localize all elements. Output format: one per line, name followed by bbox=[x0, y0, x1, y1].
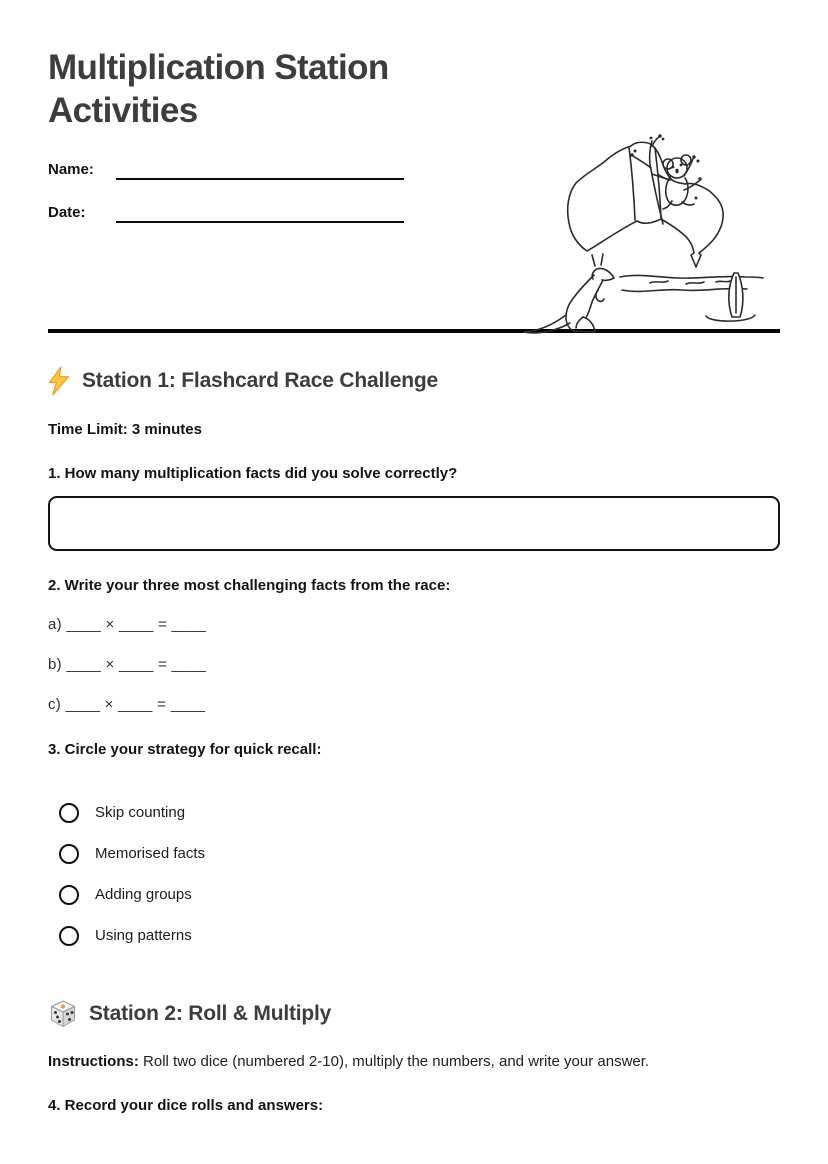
water-and-surfboard bbox=[620, 273, 763, 321]
station-2-heading bbox=[48, 999, 780, 1029]
answer-box-question-1[interactable] bbox=[48, 496, 780, 551]
question-1: 1. How many multiplication facts did you solve correctly? bbox=[48, 464, 458, 482]
fact-blank-c[interactable]: c) ____ × ____ = ____ bbox=[48, 695, 206, 713]
option-label: Adding groups bbox=[95, 886, 192, 903]
instructions-line bbox=[48, 1052, 780, 1071]
station-1-section bbox=[48, 366, 780, 947]
strategy-options bbox=[48, 802, 780, 947]
option-memorised-facts[interactable] bbox=[59, 843, 780, 865]
question-4: 4. Record your dice rolls and answers: bbox=[48, 1096, 324, 1114]
worksheet-page bbox=[0, 46, 828, 1115]
australia-illustration bbox=[500, 126, 770, 341]
fact-blank-a[interactable]: a) ____ × ____ = ____ bbox=[48, 615, 207, 633]
radio-circle-icon[interactable] bbox=[59, 844, 79, 864]
station-1-heading-text: Station 1: Flashcard Race Challenge bbox=[82, 368, 438, 392]
question-2: 2. Write your three most challenging facts from the race: bbox=[48, 576, 451, 594]
radio-circle-icon[interactable] bbox=[59, 885, 79, 905]
date-write-line[interactable] bbox=[116, 202, 404, 223]
australia-map bbox=[568, 134, 723, 267]
date-field-row bbox=[48, 202, 404, 223]
kangaroo bbox=[524, 254, 614, 333]
option-label: Skip counting bbox=[95, 804, 186, 821]
date-label: Date: bbox=[48, 204, 86, 221]
station-1-heading bbox=[48, 366, 780, 396]
option-adding-groups[interactable] bbox=[59, 884, 780, 906]
instructions-text: Roll two dice (numbered 2-10), multiply the numbers, and write your answer. bbox=[143, 1052, 650, 1070]
koala bbox=[659, 155, 702, 209]
time-limit: Time Limit: 3 minutes bbox=[48, 420, 202, 438]
dice-icon bbox=[48, 999, 78, 1029]
lightning-bolt-icon bbox=[48, 366, 71, 396]
name-write-line[interactable] bbox=[116, 159, 404, 180]
option-skip-counting[interactable] bbox=[59, 802, 780, 824]
fact-blank-b[interactable]: b) ____ × ____ = ____ bbox=[48, 655, 207, 673]
radio-circle-icon[interactable] bbox=[59, 803, 79, 823]
option-using-patterns[interactable] bbox=[59, 925, 780, 947]
name-label: Name: bbox=[48, 161, 94, 178]
question-3: 3. Circle your strategy for quick recall: bbox=[48, 740, 322, 758]
page-title: Multiplication Station Activities bbox=[48, 48, 389, 130]
option-label: Using patterns bbox=[95, 927, 192, 944]
name-field-row bbox=[48, 159, 404, 180]
option-label: Memorised facts bbox=[95, 845, 206, 862]
radio-circle-icon[interactable] bbox=[59, 926, 79, 946]
station-2-heading-text: Station 2: Roll & Multiply bbox=[89, 1001, 332, 1025]
instructions-label: Instructions: bbox=[48, 1052, 139, 1070]
station-2-section bbox=[48, 999, 780, 1115]
